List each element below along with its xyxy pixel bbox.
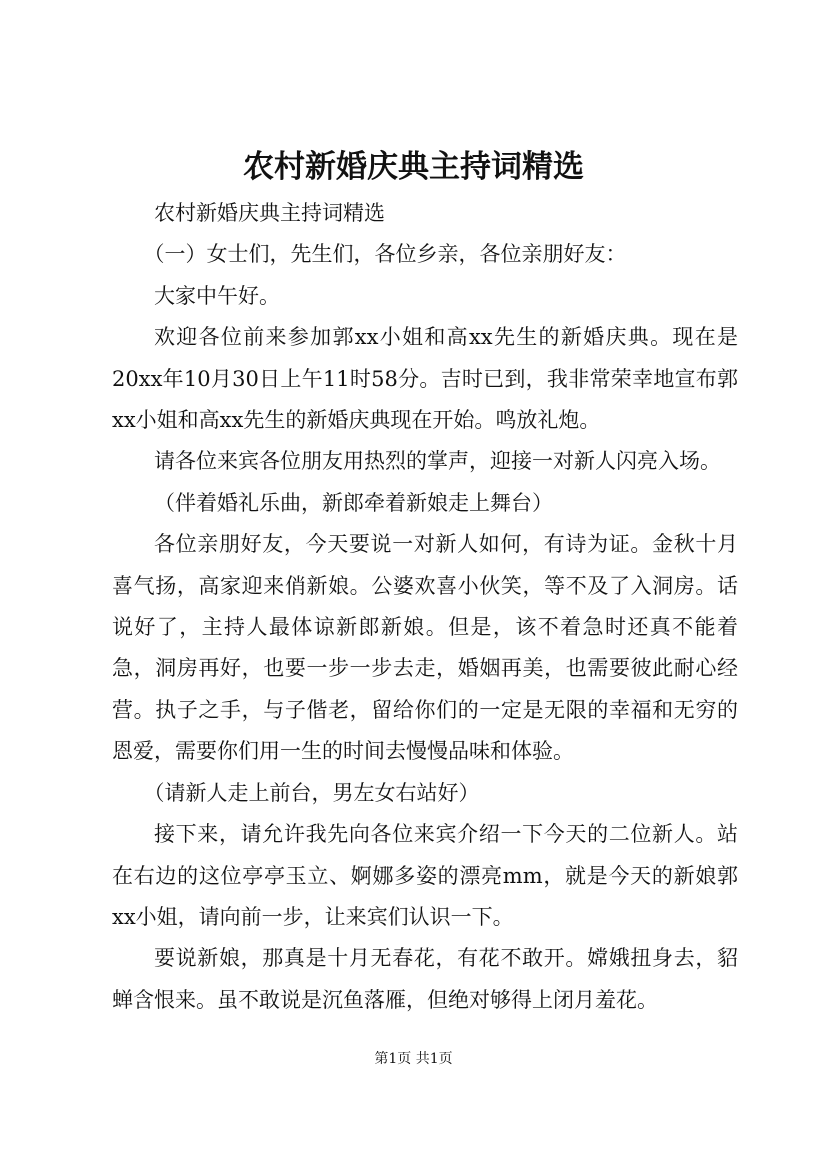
paragraph-welcome-couple: 请各位来宾各位朋友用热烈的掌声，迎接一对新人闪亮入场。 bbox=[154, 449, 721, 474]
paragraph-noon-greeting: 大家中午好。 bbox=[154, 283, 280, 308]
paragraph-stage-direction-positions: （请新人走上前台，男左女右站好） bbox=[143, 780, 480, 805]
paragraph-poem: 各位亲朋好友，今天要说一对新人如何，有诗为证。金秋十月喜气扬，高家迎来俏新娘。公婆欢喜小伙笑，等不及了入洞房。话说好了，主持人最体谅新郎新娘。但是，该不着急时还真不能着急，洞房再好，也要一步一步去走，婚姻再美，也需要彼此耐心经营。执子之手，与子偕老，留给你们的一定是无限的幸福和无穷的恩爱，需要你们用一生的时间去慢慢品味和体验。 bbox=[112, 532, 738, 764]
paragraph-introduce-bride: 接下来，请允许我先向各位来宾介绍一下今天的二位新人。站在右边的这位亭亭玉立、婀娜多姿的漂亮mm，就是今天的新娘郭xx小姐，请向前一步，让来宾们认识一下。 bbox=[112, 822, 738, 929]
paragraph-praise-bride: 要说新娘，那真是十月无春花，有花不敢开。嫦娥扭身去，貂蝉含恨来。虽不敢说是沉鱼落雁，但绝对够得上闭月羞花。 bbox=[112, 946, 738, 1012]
paragraph-subtitle: 农村新婚庆典主持词精选 bbox=[154, 201, 385, 225]
page-footer: 第1页 共1页 bbox=[374, 1051, 453, 1067]
paragraph-stage-direction-music: （伴着婚礼乐曲，新郎牵着新娘走上舞台） bbox=[154, 490, 553, 515]
document-title: 农村新婚庆典主持词精选 bbox=[243, 149, 584, 185]
paragraph-greeting: （一）女士们，先生们，各位乡亲，各位亲朋好友： bbox=[143, 242, 627, 267]
paragraph-opening: 欢迎各位前来参加郭xx小姐和高xx先生的新婚庆典。现在是20xx年10月30日上午11时58分。吉时已到，我非常荣幸地宣布郭xx小姐和高xx先生的新婚庆典现在开始。鸣放礼炮。 bbox=[112, 325, 738, 433]
document-body bbox=[112, 193, 738, 1021]
